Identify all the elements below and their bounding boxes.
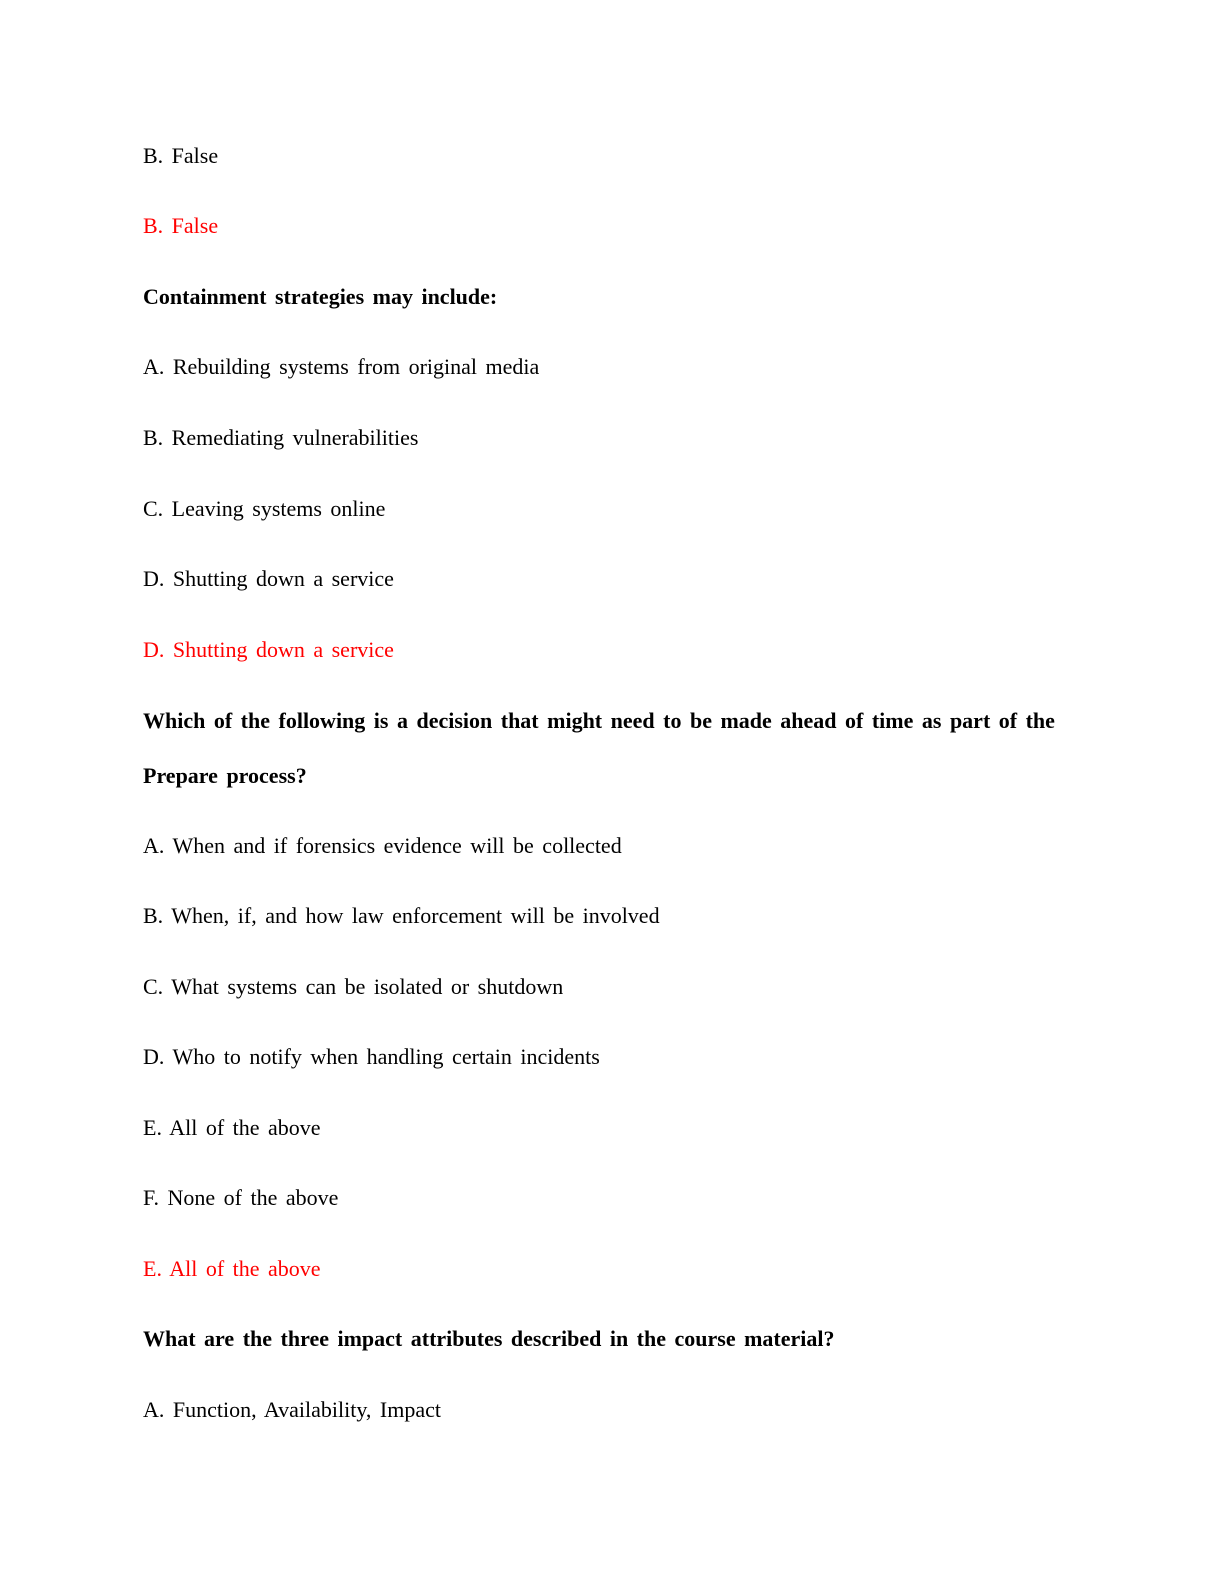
option-text: B. Remediating vulnerabilities [143,425,419,450]
answer-text: B. False [143,213,219,238]
option-text: D. Shutting down a service [143,566,394,591]
question-text: Containment strategies may include: [143,284,498,309]
option-text: D. Who to notify when handling certain incidents [143,1044,600,1069]
question-text: Prepare process? [143,763,307,788]
option-text: A. Function, Availability, Impact [143,1397,442,1422]
option-text: E. All of the above [143,1115,321,1140]
option-text: C. What systems can be isolated or shutdown [143,974,564,999]
option-text: B. When, if, and how law enforcement will be involved [143,903,660,928]
option-text: A. When and if forensics evidence will be collected [143,833,622,858]
question-text: Which of the following is a decision that might need to be made ahead of time as part of the [143,708,1055,733]
answer-text: E. All of the above [143,1256,321,1281]
option-text: C. Leaving systems online [143,496,386,521]
option-text: B. False [143,143,219,168]
answer-text: D. Shutting down a service [143,637,394,662]
option-text: F. None of the above [143,1185,339,1210]
question-text: What are the three impact attributes described in the course material? [143,1326,835,1351]
option-text: A. Rebuilding systems from original media [143,354,540,379]
